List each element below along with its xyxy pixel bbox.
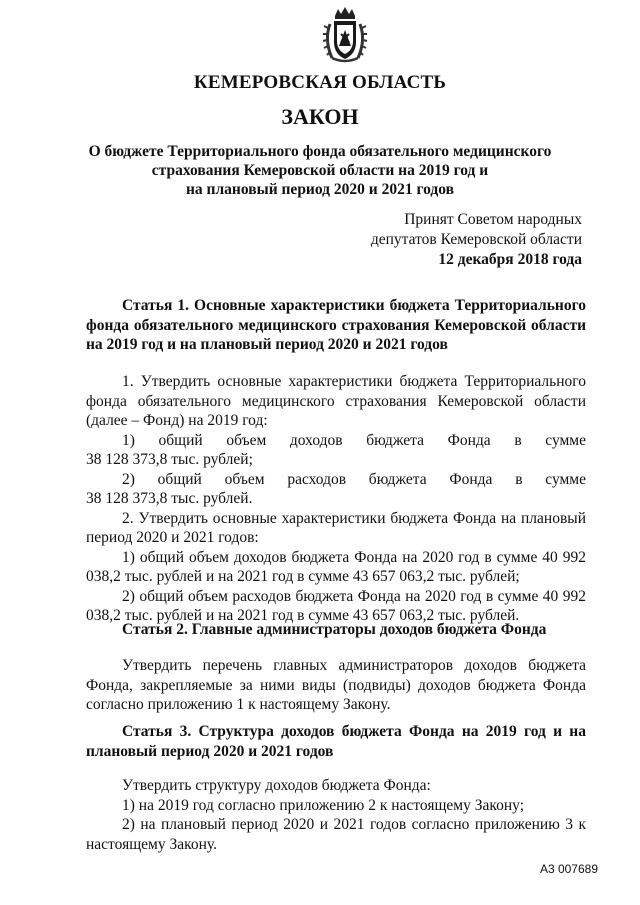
adoption-date: 12 декабря 2018 года bbox=[438, 251, 582, 268]
article-1-paragraph-1: 1. Утвердить основные характеристики бюджета Территориального фонда обязательного медицинского страхования Кемеровской области (далее – Фонд) на 2019 год: bbox=[86, 373, 586, 429]
region-title: КЕМЕРОВСКАЯ ОБЛАСТЬ bbox=[193, 72, 447, 93]
form-serial-number: А3 007689 bbox=[539, 862, 598, 876]
article-3-body bbox=[86, 776, 586, 854]
article-1 bbox=[86, 296, 586, 355]
law-subject-title bbox=[0, 142, 640, 199]
article-2-body bbox=[86, 656, 586, 715]
article-1-body bbox=[86, 372, 586, 626]
article-3-paragraph-2: 1) на 2019 год согласно приложению 2 к настоящему Закону; bbox=[122, 796, 525, 814]
article-1-item-1-line-1: 1) общий объем доходов бюджета Фонда в сумме bbox=[122, 431, 586, 449]
article-2-paragraph-1: Утвердить перечень главных администраторов доходов бюджета Фонда, закрепляемые за ними виды (подвиды) доходов бюджета Фонда согласно приложению 1 к настоящему Закону. bbox=[86, 657, 586, 713]
article-3-paragraph-3: 2) на плановый период 2020 и 2021 годов согласно приложению 3 к настоящему Закону. bbox=[86, 816, 586, 853]
article-1-item-2-line-2: 38 128 373,8 тыс. рублей. bbox=[86, 490, 253, 507]
article-2 bbox=[86, 620, 586, 640]
adopted-by-line-1: Принят Советом народных bbox=[404, 211, 582, 228]
article-1-paragraph-4: 2) общий объем расходов бюджета Фонда на 2020 год в сумме 40 992 038,2 тыс. рублей и на 2021 год в сумме 43 657 063,2 тыс. рублей. bbox=[86, 587, 586, 624]
article-2-heading: Статья 2. Главные администраторы доходов бюджета Фонда bbox=[122, 621, 547, 638]
adoption-info bbox=[371, 210, 582, 270]
coat-of-arms-emblem bbox=[322, 6, 368, 66]
article-3-heading: Статья 3. Структура доходов бюджета Фонда на 2019 год и на плановый период 2020 и 2021 годов bbox=[86, 723, 586, 760]
adopted-by-line-2: депутатов Кемеровской области bbox=[370, 231, 582, 248]
article-1-paragraph-2: 2. Утвердить основные характеристики бюджета Фонда на плановый период 2020 и 2021 годов: bbox=[86, 509, 586, 546]
article-1-item-1-line-2: 38 128 373,8 тыс. рублей; bbox=[86, 451, 253, 468]
document-type-title: ЗАКОН bbox=[281, 104, 359, 129]
law-subject-line-3: на плановый период 2020 и 2021 годов bbox=[186, 181, 454, 198]
article-1-item-2-line-1: 2) общий объем расходов бюджета Фонда в сумме bbox=[122, 470, 586, 488]
law-subject-line-2: страхования Кемеровской области на 2019 год и bbox=[151, 162, 489, 179]
law-subject-line-1: О бюджете Территориального фонда обязательного медицинского bbox=[88, 143, 552, 160]
article-1-heading: Статья 1. Основные характеристики бюджета Территориального фонда обязательного медицинского страхования Кемеровской области на 2019 год и на плановый период 2020 и 2021 годов bbox=[86, 297, 586, 353]
article-3 bbox=[86, 722, 586, 761]
article-1-paragraph-3: 1) общий объем доходов бюджета Фонда на 2020 год в сумме 40 992 038,2 тыс. рублей и на 2021 год в сумме 43 657 063,2 тыс. рублей; bbox=[86, 548, 586, 585]
article-3-paragraph-1: Утвердить структуру доходов бюджета Фонда: bbox=[122, 777, 431, 794]
